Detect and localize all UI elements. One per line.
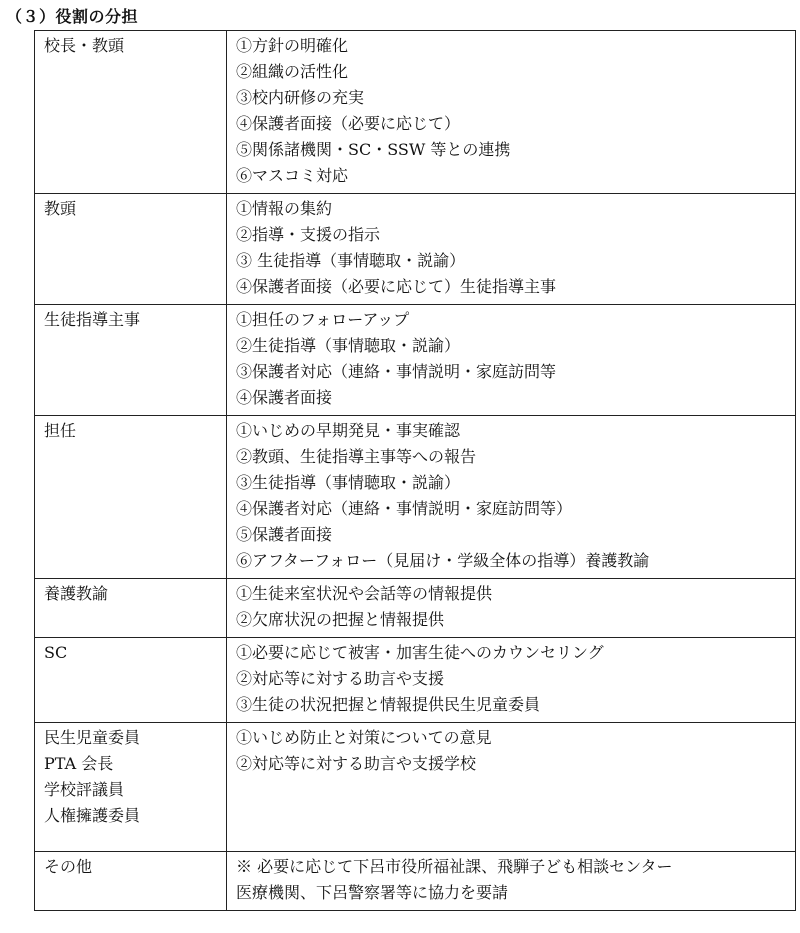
duties-cell xyxy=(227,852,796,911)
role-label: 担任 xyxy=(44,421,77,440)
duty-item: ⑥アフターフォロー（見届け・学級全体の指導）養護教諭 xyxy=(236,551,650,570)
duty-item: ④保護者面接 xyxy=(236,388,333,407)
role-cell xyxy=(35,305,227,416)
duty-item: ①必要に応じて被害・加害生徒へのカウンセリング xyxy=(236,643,604,662)
role-label: 学校評議員 xyxy=(44,780,125,799)
table-row xyxy=(35,638,796,723)
role-cell xyxy=(35,416,227,579)
duty-item: ②欠席状況の把握と情報提供 xyxy=(236,610,445,629)
role-label: 校長・教頭 xyxy=(44,36,125,55)
duties-cell xyxy=(227,416,796,579)
role-label: 養護教諭 xyxy=(44,584,109,603)
role-label: 民生児童委員 xyxy=(44,728,141,747)
duty-item: ④保護者面接（必要に応じて） xyxy=(236,114,461,133)
duty-item: ⑤保護者面接 xyxy=(236,525,333,544)
duty-item: ③ 生徒指導（事情聴取・説諭） xyxy=(236,251,466,270)
role-label: その他 xyxy=(44,857,93,876)
role-label: SC xyxy=(44,643,68,662)
duty-item: ③生徒指導（事情聴取・説諭） xyxy=(236,473,461,492)
duties-cell xyxy=(227,579,796,638)
table-row xyxy=(35,416,796,579)
duty-item: 医療機関、下呂警察署等に協力を要請 xyxy=(236,883,509,902)
role-cell xyxy=(35,31,227,194)
duty-item: ②対応等に対する助言や支援 xyxy=(236,669,445,688)
duty-item: ②教頭、生徒指導主事等への報告 xyxy=(236,447,477,466)
role-cell xyxy=(35,579,227,638)
section-title: （３）役割の分担 xyxy=(6,7,139,26)
duty-item: ①情報の集約 xyxy=(236,199,333,218)
role-label: 教頭 xyxy=(44,199,77,218)
role-label: PTA 会長 xyxy=(44,754,114,773)
duty-item: ⑤関係諸機関・SC・SSW 等との連携 xyxy=(236,140,511,159)
duty-item: ④保護者面接（必要に応じて）生徒指導主事 xyxy=(236,277,557,296)
table-row xyxy=(35,305,796,416)
duties-cell xyxy=(227,638,796,723)
role-cell xyxy=(35,852,227,911)
duty-item: ②対応等に対する助言や支援学校 xyxy=(236,754,477,773)
duty-item: ③保護者対応（連絡・事情説明・家庭訪問等 xyxy=(236,362,557,381)
duty-item: ②組織の活性化 xyxy=(236,62,349,81)
roles-table-body xyxy=(35,31,796,911)
table-row xyxy=(35,579,796,638)
role-cell xyxy=(35,723,227,852)
roles-table xyxy=(34,30,796,911)
duty-item: ①方針の明確化 xyxy=(236,36,349,55)
duty-item: ①生徒来室状況や会話等の情報提供 xyxy=(236,584,493,603)
duties-cell xyxy=(227,723,796,852)
role-label: 生徒指導主事 xyxy=(44,310,141,329)
duties-cell xyxy=(227,31,796,194)
duty-item: ※ 必要に応じて下呂市役所福祉課、飛騨子ども相談センター xyxy=(236,857,673,876)
duty-item: ⑥マスコミ対応 xyxy=(236,166,349,185)
role-label: 人権擁護委員 xyxy=(44,806,141,825)
duties-cell xyxy=(227,194,796,305)
duties-cell xyxy=(227,305,796,416)
table-row xyxy=(35,723,796,852)
duty-item: ②生徒指導（事情聴取・説諭） xyxy=(236,336,461,355)
duty-item: ①いじめの早期発見・事実確認 xyxy=(236,421,461,440)
duty-item: ④保護者対応（連絡・事情説明・家庭訪問等） xyxy=(236,499,573,518)
duty-item: ③生徒の状況把握と情報提供民生児童委員 xyxy=(236,695,541,714)
duty-item: ①担任のフォローアップ xyxy=(236,310,410,329)
duty-item: ③校内研修の充実 xyxy=(236,88,365,107)
role-cell xyxy=(35,194,227,305)
duty-item: ②指導・支援の指示 xyxy=(236,225,381,244)
table-row xyxy=(35,194,796,305)
table-row xyxy=(35,852,796,911)
duty-item: ①いじめ防止と対策についての意見 xyxy=(236,728,492,747)
table-row xyxy=(35,31,796,194)
role-cell xyxy=(35,638,227,723)
